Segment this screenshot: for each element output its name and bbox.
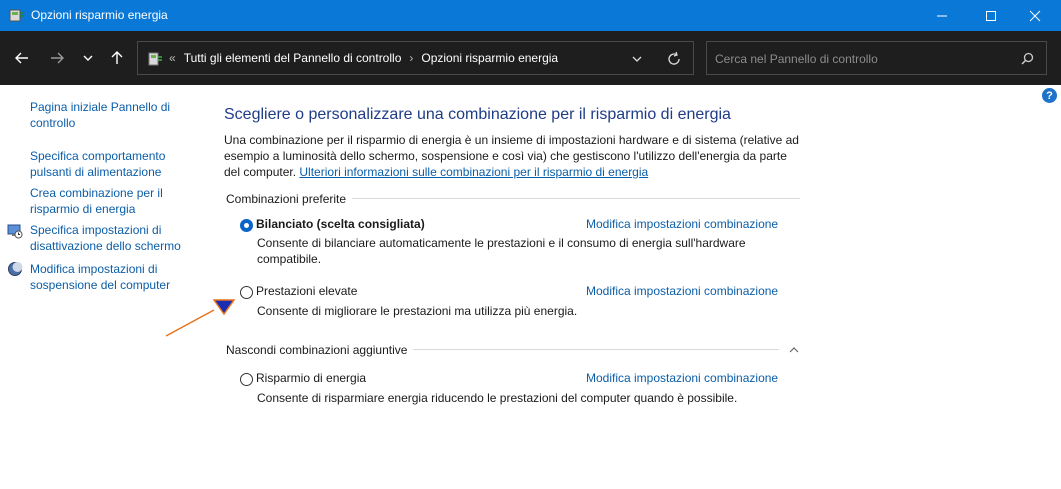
intro-text <box>224 132 804 180</box>
title-bar <box>0 0 1061 31</box>
up-arrow-icon <box>110 51 124 65</box>
forward-button[interactable] <box>46 48 68 68</box>
breadcrumb-overflow[interactable]: « <box>169 51 176 65</box>
breadcrumb-separator[interactable]: › <box>409 51 414 65</box>
address-dropdown-icon[interactable] <box>630 52 644 66</box>
plan-name-high-performance[interactable]: Prestazioni elevate <box>256 284 358 298</box>
breadcrumb <box>169 51 558 65</box>
up-button[interactable] <box>106 48 128 68</box>
chevron-up-icon[interactable] <box>787 343 801 357</box>
navigation-bar <box>0 31 1061 85</box>
learn-more-link[interactable]: Ulteriori informazioni sulle combinazioni per il risparmio di energia <box>299 165 649 179</box>
plan-name-power-saver[interactable]: Risparmio di energia <box>256 371 367 385</box>
preferred-plans-heading: Combinazioni preferite <box>226 192 352 206</box>
window-title: Opzioni risparmio energia <box>31 8 168 22</box>
sidebar-item-power-buttons[interactable]: Specifica comportamento pulsanti di alimentazione <box>30 149 166 179</box>
breadcrumb-item-all-items[interactable]: Tutti gli elementi del Pannello di controllo <box>183 51 402 65</box>
hidden-plans-heading[interactable]: Nascondi combinazioni aggiuntive <box>226 343 413 357</box>
change-plan-settings-link[interactable]: Modifica impostazioni combinazione <box>586 217 779 231</box>
back-button[interactable] <box>11 48 33 68</box>
sidebar <box>0 85 200 489</box>
plan-radio-power-saver[interactable] <box>240 373 253 386</box>
recent-locations-button[interactable] <box>77 48 99 68</box>
annotation-arrow-icon <box>160 290 240 340</box>
plan-name-balanced[interactable]: Bilanciato (scelta consigliata) <box>256 217 425 231</box>
change-plan-settings-link[interactable]: Modifica impostazioni combinazione <box>586 284 779 298</box>
sidebar-item-display-off[interactable]: Specifica impostazioni di disattivazione dello schermo <box>30 223 181 253</box>
maximize-button[interactable] <box>968 0 1014 31</box>
maximize-icon <box>985 10 997 22</box>
forward-arrow-icon <box>50 51 64 65</box>
close-icon <box>1029 10 1041 22</box>
plan-description: Consente di bilanciare automaticamente le prestazioni e il consumo di energia sull'hardware compatibile. <box>257 236 746 266</box>
help-button[interactable]: ? <box>1042 88 1057 103</box>
back-arrow-icon <box>15 51 29 65</box>
chevron-down-icon <box>81 51 95 65</box>
monitor-clock-icon <box>7 223 23 239</box>
breadcrumb-item-power-options[interactable]: Opzioni risparmio energia <box>421 51 559 65</box>
plan-radio-balanced[interactable] <box>240 219 253 232</box>
sidebar-item-control-panel-home[interactable]: Pagina iniziale Pannello di controllo <box>30 100 171 130</box>
minimize-button[interactable] <box>919 0 965 31</box>
close-button[interactable] <box>1012 0 1058 31</box>
sidebar-item-create-plan[interactable]: Crea combinazione per il risparmio di energia <box>30 186 163 216</box>
plan-description: Consente di migliorare le prestazioni ma utilizza più energia. <box>257 304 578 318</box>
page-title: Scegliere o personalizzare una combinazione per il risparmio di energia <box>224 106 731 123</box>
minimize-icon <box>936 10 948 22</box>
plan-radio-high-performance[interactable] <box>240 286 253 299</box>
search-input[interactable] <box>715 50 1005 68</box>
moon-icon <box>7 261 23 277</box>
power-options-icon <box>9 7 25 23</box>
change-plan-settings-link[interactable]: Modifica impostazioni combinazione <box>586 371 779 385</box>
refresh-icon[interactable] <box>666 51 682 67</box>
control-panel-icon <box>147 51 163 67</box>
intro-paragraph: Una combinazione per il risparmio di energia è un insieme di impostazioni hardware e di sistema (relative ad esempio a luminosità dello schermo, sospensione e così via) che gestiscono l'utilizzo dell'energia da parte del computer. <box>224 133 799 179</box>
search-box[interactable] <box>706 41 1047 75</box>
plan-description: Consente di risparmiare energia riducendo le prestazioni del computer quando è possibile. <box>257 391 738 405</box>
address-bar[interactable] <box>137 41 694 75</box>
search-icon[interactable] <box>1021 52 1034 65</box>
sidebar-item-sleep-settings[interactable]: Modifica impostazioni di sospensione del computer <box>30 262 171 292</box>
